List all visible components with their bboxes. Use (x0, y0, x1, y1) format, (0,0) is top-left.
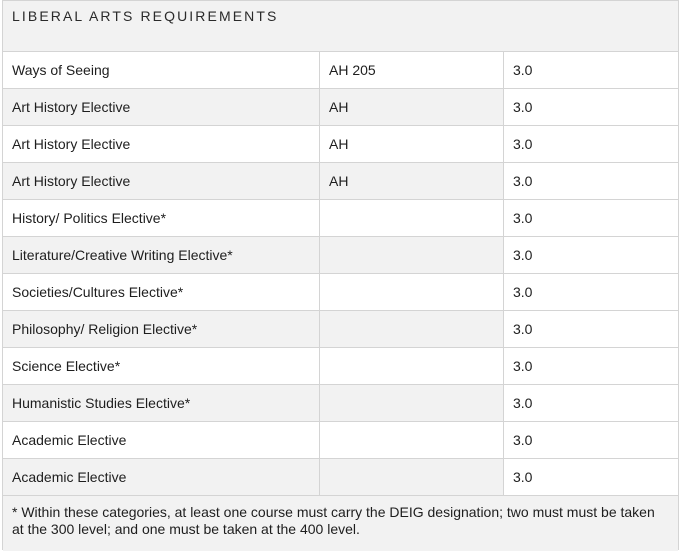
table-row (3, 385, 678, 422)
requirements-table (2, 0, 679, 550)
table-row (3, 126, 678, 163)
course-name: Literature/Creative Writing Elective* (3, 237, 320, 273)
course-name: History/ Politics Elective* (3, 200, 320, 236)
course-credits: 3.0 (504, 163, 678, 199)
course-code: AH (320, 126, 504, 162)
course-code: AH (320, 89, 504, 125)
course-code (320, 311, 504, 347)
course-credits: 3.0 (504, 348, 678, 384)
table-row (3, 163, 678, 200)
course-code (320, 274, 504, 310)
table-row (3, 274, 678, 311)
course-name: Societies/Cultures Elective* (3, 274, 320, 310)
course-name: Academic Elective (3, 459, 320, 495)
table-row (3, 237, 678, 274)
course-credits: 3.0 (504, 385, 678, 421)
course-code (320, 459, 504, 495)
table-row (3, 89, 678, 126)
course-code (320, 200, 504, 236)
course-code (320, 348, 504, 384)
course-code (320, 385, 504, 421)
course-credits: 3.0 (504, 126, 678, 162)
course-name: Ways of Seeing (3, 52, 320, 88)
course-name: Art History Elective (3, 126, 320, 162)
course-name: Humanistic Studies Elective* (3, 385, 320, 421)
course-credits: 3.0 (504, 311, 678, 347)
course-credits: 3.0 (504, 237, 678, 273)
course-credits: 3.0 (504, 459, 678, 495)
table-title: LIBERAL ARTS REQUIREMENTS (3, 1, 678, 52)
course-code: AH 205 (320, 52, 504, 88)
course-code (320, 422, 504, 458)
course-credits: 3.0 (504, 274, 678, 310)
table-row (3, 422, 678, 459)
course-credits: 3.0 (504, 89, 678, 125)
table-row (3, 52, 678, 89)
table-row (3, 348, 678, 385)
table-row (3, 200, 678, 237)
course-name: Art History Elective (3, 89, 320, 125)
course-credits: 3.0 (504, 422, 678, 458)
table-row (3, 311, 678, 348)
course-name: Academic Elective (3, 422, 320, 458)
course-credits: 3.0 (504, 200, 678, 236)
course-name: Philosophy/ Religion Elective* (3, 311, 320, 347)
course-name: Art History Elective (3, 163, 320, 199)
course-credits: 3.0 (504, 52, 678, 88)
table-row (3, 459, 678, 496)
course-code (320, 237, 504, 273)
footnote: * Within these categories, at least one course must carry the DEIG designation; two must must be taken at the 300 level; and one must be taken at the 400 level. (3, 496, 678, 551)
course-code: AH (320, 163, 504, 199)
course-name: Science Elective* (3, 348, 320, 384)
